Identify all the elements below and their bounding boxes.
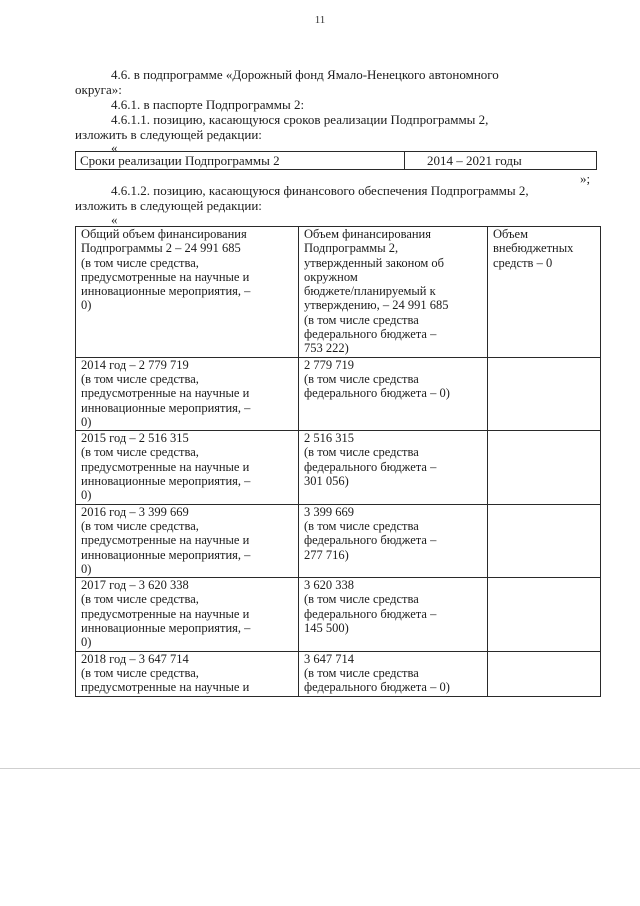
table-cell	[76, 227, 299, 358]
page-number: 11	[314, 14, 326, 26]
table-cell	[299, 651, 488, 696]
paragraph-4-6-line2: округа»:	[75, 82, 122, 97]
cell-line: 2017 год – 3 620 338	[81, 578, 189, 593]
table-cell	[488, 357, 601, 430]
table-row	[76, 357, 601, 430]
paragraph-4-6-1-2-line2: изложить в следующей редакции:	[75, 198, 262, 213]
cell-line: (в том числе средства,	[81, 518, 199, 533]
cell-line: (в том числе средства	[304, 312, 419, 327]
cell-line: предусмотренные на научные и	[81, 459, 250, 474]
table-cell	[488, 431, 601, 504]
cell-line: внебюджетных	[493, 241, 574, 256]
terms-value-cell: 2014 – 2021 годы	[405, 152, 597, 170]
table-cell	[76, 578, 299, 651]
cell-line: 2018 год – 3 647 714	[81, 651, 189, 666]
cell-line: (в том числе средства	[304, 518, 419, 533]
table-cell	[76, 651, 299, 696]
table-cell	[299, 431, 488, 504]
table-cell	[299, 504, 488, 577]
cell-line: предусмотренные на научные и	[81, 386, 250, 401]
table-row	[76, 578, 601, 651]
paragraph-4-6-1-2-line1: 4.6.1.2. позицию, касающуюся финансового обеспечения Подпрограммы 2,	[111, 183, 529, 198]
cell-line: инновационные мероприятия, –	[81, 474, 251, 489]
cell-line: утвержденный законом об	[304, 255, 444, 270]
table-row	[76, 431, 601, 504]
cell-line: утверждению, – 24 991 685	[304, 298, 449, 313]
cell-line: федерального бюджета –	[304, 533, 437, 548]
finance-table	[75, 226, 601, 697]
cell-line: федерального бюджета –	[304, 606, 437, 621]
cell-line: (в том числе средства,	[81, 371, 199, 386]
cell-line: 0)	[81, 414, 92, 429]
paragraph-4-6-line1: 4.6. в подпрограмме «Дорожный фонд Ямало-Ненецкого автономного	[111, 67, 499, 82]
cell-line: 2 516 315	[304, 431, 354, 446]
cell-line: предусмотренные на научные и	[81, 533, 250, 548]
open-quote-2: «	[111, 212, 118, 227]
table-cell	[76, 357, 299, 430]
cell-line: предусмотренные на научные и	[81, 269, 250, 284]
table-cell	[299, 578, 488, 651]
cell-line: 2 779 719	[304, 357, 354, 372]
cell-line: 145 500)	[304, 621, 349, 636]
table-cell	[488, 651, 601, 696]
cell-line: (в том числе средства	[304, 371, 419, 386]
table-cell	[76, 431, 299, 504]
table-cell	[299, 227, 488, 358]
cell-line: (в том числе средства,	[81, 445, 199, 460]
cell-line: Подпрограммы 2,	[304, 241, 399, 256]
cell-line: федерального бюджета – 0)	[304, 386, 450, 401]
cell-line: (в том числе средства,	[81, 592, 199, 607]
table-cell	[299, 357, 488, 430]
paragraph-4-6-1-1-line1: 4.6.1.1. позицию, касающуюся сроков реализации Подпрограммы 2,	[111, 112, 489, 127]
table-row	[76, 152, 597, 170]
cell-line: бюджете/планируемый к	[304, 284, 436, 299]
cell-line: 0)	[81, 488, 92, 503]
blank-area	[0, 769, 640, 906]
table-row	[76, 651, 601, 696]
terms-table	[75, 151, 597, 170]
cell-line: инновационные мероприятия, –	[81, 284, 251, 299]
cell-line: предусмотренные на научные и	[81, 680, 250, 695]
cell-line: федерального бюджета –	[304, 459, 437, 474]
cell-line: инновационные мероприятия, –	[81, 621, 251, 636]
table-cell	[488, 227, 601, 358]
cell-line: (в том числе средства	[304, 445, 419, 460]
table-cell	[76, 504, 299, 577]
cell-line: 2016 год – 3 399 669	[81, 504, 189, 519]
cell-line: (в том числе средства,	[81, 665, 199, 680]
cell-line: федерального бюджета – 0)	[304, 680, 450, 695]
cell-line: средств – 0	[493, 255, 553, 270]
cell-line: (в том числе средства	[304, 592, 419, 607]
paragraph-4-6-1: 4.6.1. в паспорте Подпрограммы 2:	[111, 97, 305, 112]
table-row	[76, 227, 601, 358]
cell-line: (в том числе средства,	[81, 255, 199, 270]
cell-line: 301 056)	[304, 474, 349, 489]
table-cell	[488, 504, 601, 577]
cell-line: 3 399 669	[304, 504, 354, 519]
cell-line: Подпрограммы 2 – 24 991 685	[81, 241, 241, 256]
cell-line: 2014 год – 2 779 719	[81, 357, 189, 372]
cell-line: Объем финансирования	[304, 227, 431, 241]
cell-line: 0)	[81, 298, 92, 313]
cell-line: инновационные мероприятия, –	[81, 547, 251, 562]
table-cell	[488, 578, 601, 651]
cell-line: инновационные мероприятия, –	[81, 400, 251, 415]
cell-line: 0)	[81, 561, 92, 576]
cell-line: 0)	[81, 635, 92, 650]
cell-line: 3 647 714	[304, 651, 354, 666]
cell-line: окружном	[304, 269, 358, 284]
table-row	[76, 504, 601, 577]
cell-line: 2015 год – 2 516 315	[81, 431, 189, 446]
close-quote-1: »;	[580, 171, 591, 186]
cell-line: 753 222)	[304, 341, 349, 356]
cell-line: 277 716)	[304, 547, 349, 562]
cell-line: предусмотренные на научные и	[81, 606, 250, 621]
cell-line: 3 620 338	[304, 578, 354, 593]
cell-line: Общий объем финансирования	[81, 227, 247, 241]
terms-label-cell: Сроки реализации Подпрограммы 2	[76, 152, 405, 170]
cell-line: (в том числе средства	[304, 665, 419, 680]
paragraph-4-6-1-1-line2: изложить в следующей редакции:	[75, 127, 262, 142]
open-quote-1: «	[111, 140, 118, 155]
cell-line: федерального бюджета –	[304, 327, 437, 342]
cell-line: Объем	[493, 227, 528, 241]
